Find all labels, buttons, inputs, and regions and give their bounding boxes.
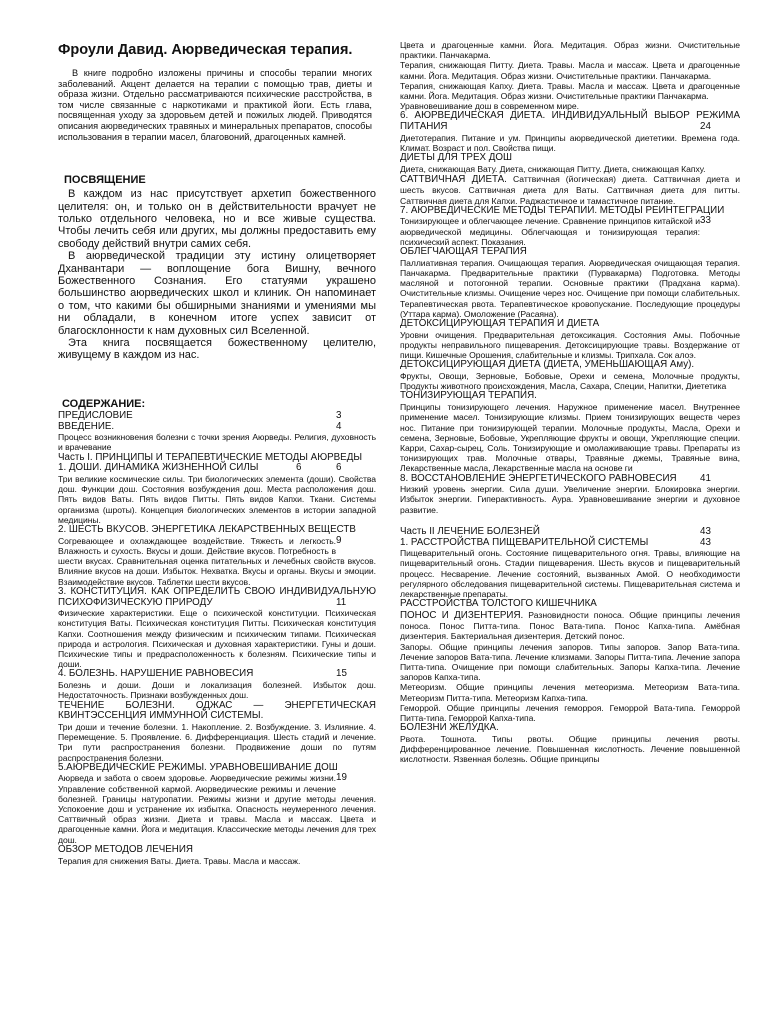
toc-entry — [58, 463, 376, 474]
toc-entry-title: 2. ШЕСТЬ ВКУСОВ. ЭНЕРГЕТИКА ЛЕКАРСТВЕННЫХ ВЕЩЕСТВ — [58, 524, 356, 536]
dedication-paragraph: В каждом из нас присутствует архетип божественного целителя: он, и только он в действительности врачует не только отдельного человека, но и все живые существа. Чтобы лечить себя или других, мы должны предоставить ему свободу действий внутри самих себя. — [58, 188, 376, 250]
toc-entry — [58, 669, 376, 680]
toc-description: Физические характеристики. Еще о психической конституции. Психическая конституция Ваты. Психическая конституция Питты. Психическая конституция Капхи. Соотношения между физическим и психическим типами. Психическая природа и астрология. Психическая и духовная характеристики. Гуны и доши. Психические типы и предрасположенность к болезням. Психические типы и доши. — [58, 608, 376, 670]
toc-entry-title: 1. ДОШИ. ДИНАМИКА ЖИЗНЕННОЙ СИЛЫ — [58, 462, 259, 474]
page-number: 43 — [700, 525, 711, 537]
toc-entry-title: 1. РАССТРОЙСТВА ПИЩЕВАРИТЕЛЬНОЙ СИСТЕМЫ — [400, 536, 649, 548]
toc-description: Три великие космические силы. Три биологических элемента (доши). Свойства дош. Функции дош. Состояния возбуждения дош. Места расположения дош. Пять видов Ваты. Пять видов Питты. Пять видов Капхи. Ткани. Системы организма (шроты). Концепция биологических элементов в истории западной медицины. — [58, 474, 376, 525]
toc-description: Три доши и течение болезни. 1. Накопление. 2. Возбуждение. 3. Излияние. 4. Перемещение. 5. Проявление. 6. Дифференциация. Шесть стадий и лечение. Три пути распространения болезни. Продвижение доши по путям распространения болезни. — [58, 721, 376, 763]
page-number: 41 — [700, 472, 711, 484]
toc-entry — [400, 391, 740, 402]
toc-entry-title: 3. КОНСТИТУЦИЯ. КАК ОПРЕДЕЛИТЬ СВОЮ ИНДИВИДУАЛЬНУЮ ПСИХОФИЗИЧЕСКУЮ ПРИРОДУ — [58, 585, 376, 608]
toc-entry-with-description — [400, 174, 740, 206]
document-title: Фроули Давид. Аюрведическая терапия. — [58, 42, 353, 58]
toc-entry — [58, 524, 376, 546]
toc-entry-title: 6. АЮРВЕДИЧЕСКАЯ ДИЕТА. ИНДИВИДУАЛЬНЫЙ ВЫБОР РЕЖИМА ПИТАНИЯ — [400, 110, 740, 133]
toc-entry — [58, 845, 376, 856]
toc-entry — [400, 204, 740, 227]
toc-description: Метеоризм. Общие принципы лечения метеоризма. Метеоризм Вата-типа. Метеоризм Питта-типа. Метеоризм Капха-типа. — [400, 682, 740, 703]
contents-list-left — [58, 411, 376, 866]
toc-entry-title: ПОНОС И ДИЗЕНТЕРИЯ. — [400, 609, 524, 621]
toc-entry-title: ДИЕТЫ ДЛЯ ТРЕХ ДОШ — [400, 152, 512, 164]
toc-entry-title: ОБЛЕГЧАЮЩАЯ ТЕРАПИЯ — [400, 246, 527, 258]
toc-entry-title: 8. ВОССТАНОВЛЕНИЕ ЭНЕРГЕТИЧЕСКОГО РАВНОВЕСИЯ — [400, 472, 677, 484]
toc-description: Пищеварительный огонь. Состояние пищеварительного огня. Травы, влияющие на пищеварительный огонь. Стадии пищеварения. Шесть вкусов и пищеварительный процесс. Несварение. Лечение состояний, вызванных Амой. О необходимости регулярного обследования пищеварительной системы. Пищеварительная система и лекарственные препараты. — [400, 548, 740, 600]
toc-entry-with-description — [400, 610, 740, 642]
toc-description: Фрукты, Овощи, Зерновые, Бобовые, Орехи и семена, Молочные продукты, Продукты животного происхождения, Масла, Сахара, Специи, Напитки, Диететика — [400, 371, 740, 392]
toc-entry-title: ДЕТОКСИЦИРУЮЩАЯ ДИЕТА (ДИЕТА, УМЕНЬШАЮЩАЯ Аму). — [400, 359, 695, 371]
toc-description: Паллиативная терапия. Очищающая терапия. Аюрведическая очищающая терапия. Панчакарма. Предварительные практики (Пурвакарма) Подготовка. Методы масляной и потогонной терапии. Основные практики (Прадхана карма). Очистительные клизмы. Очищение через нос. Очищение при помощи слабительных. Терапевтическая рвота. Терапевтическое кровопускание. Последующие процедуры (Уттара карма). Омоложение (Расаяна). — [400, 257, 740, 319]
dedication-paragraph: В аюрведической традиции эту истину олицетворяет Дханвантари — воплощение бога Вишну, вечного Божественного Сознания. Его статуями украшено большинство аюрведических школ и клиник. Он напоминает о том, что какими бы обширными знаниями и умениями мы ни обладали, в конечном итоге успех зависит от благосклонности к нам духовных сил Вселенной. — [58, 250, 376, 337]
toc-entry — [400, 474, 740, 485]
contents-list-right — [400, 40, 740, 765]
toc-description: Уровни очищения. Предварительная детоксикация. Состояния Амы. Побочные продукты неправильного пищеварения. Детоксицирующие травы. Воздержание от пищи. Кишечные Орошения, слабительные и клизмы. Трипхала. Сок алоэ. — [400, 329, 740, 361]
toc-entry-title: ВВЕДЕНИЕ. — [58, 420, 115, 432]
dedication-text — [58, 188, 376, 362]
toc-entry — [400, 247, 740, 258]
toc-description: Терапия, снижающая Питту. Диета. Травы. Масла и массаж. Цвета и драгоценные камни. Йога. Медитация. Образ жизни. Очистительные практики. Панчакарма. — [400, 60, 740, 81]
toc-description: Болезнь и доши. Доши и локализация болезней. Избыток дош. Недостаточность. Признаки возбужденных дош. — [58, 680, 376, 701]
toc-entry-title: 4. БОЛЕЗНЬ. НАРУШЕНИЕ РАВНОВЕСИЯ — [58, 668, 254, 680]
toc-description: Терапия для снижения Ваты. Диета. Травы. Масла и массаж. — [58, 855, 301, 866]
toc-description: Принципы тонизирующего лечения. Наружное применение масел. Внутреннее применение масел. Тонизирующие клизмы. Прием тонизирующих веществ через нос. Питание при тонизирующей терапии. Молочные продукты, Масла, Орехи и семена, Зерновые, Бобовые, Укрепляющие фрукты и овощи, Укрепляющие специи. Карри, Сахар-сырец, Соль. Тонизирующие и омолаживающие травы. Препараты из тонизирующих трав. Молочные отвары, Травяные джемы, Травяные вина, Лекарственные масла, Лекарственные масла на основе ги — [400, 402, 740, 474]
contents-heading: СОДЕРЖАНИЕ: — [62, 397, 146, 410]
page-number: 6 — [336, 462, 342, 474]
toc-entry-title: САТТВИЧНАЯ ДИЕТА. — [400, 174, 507, 186]
toc-entry-title: ПРЕДИСЛОВИЕ — [58, 409, 133, 421]
toc-description: Уравновешивание дош в современном мире. — [400, 101, 579, 112]
toc-entry-title: ТОНИЗИРУЮЩАЯ ТЕРАПИЯ. — [400, 390, 537, 402]
toc-description: Процесс возникновения болезни с точки зрения Аюрведы. Религия, духовность и врачевание — [58, 432, 376, 453]
toc-description: Геморрой. Общие принципы лечения геморроя. Геморрой Вата-типа. Геморрой Питта-типа. Геморрой Капха-типа. — [400, 702, 740, 723]
toc-entry-title: 5.АЮРВЕДИЧЕСКИЕ РЕЖИМЫ. УРАВНОВЕШИВАНИЕ ДОШ — [58, 761, 338, 773]
left-column — [58, 40, 376, 1018]
book-annotation: В книге подробно изложены причины и способы терапии многих заболеваний. Акцент делается на терапии с помощью трав, диеты и образа жизни. Отдельно рассматриваются психические расстройства, в том числе связанные с наркотиками и практикой йоги. Есть глава, посвященная уходу за здоровьем детей и пожилых людей. Приводятся описания аюрведических травяных и минеральных препаратов, способы использования в терапии масел, благовоний, драгоценных камней. — [58, 68, 372, 142]
toc-entry-title: ДЕТОКСИЦИРУЮЩАЯ ТЕРАПИЯ И ДИЕТА — [400, 317, 600, 329]
toc-description: Рвота. Тошнота. Типы рвоты. Общие принципы лечения рвоты. Дифференцированное лечение. Повышенная кислотность. Лечение повышенной кислотности. Язвенная болезнь. Общие принципы — [400, 733, 740, 765]
toc-entry — [400, 599, 740, 610]
toc-entry — [58, 587, 376, 608]
toc-entry — [400, 723, 740, 734]
page-number: 15 — [336, 668, 347, 680]
toc-entry — [58, 761, 376, 784]
page-number: 33 — [700, 215, 711, 227]
toc-description: Аюрведа и забота о своем здоровье. Аюрведические режимы жизни. Управление собственной кармой. Аюрведические режимы и лечение болезней. Границы натуропатии. Режимы жизни и другие методы лечения. Успокоение дош и устранение их избытка. Опасность неумеренного лечения. Саттвичный образ жизни. Диета и травы. Масла и массаж. Цвета и драгоценные камни. Йога и медитация. Классические методы лечения для трех дош. — [58, 773, 376, 845]
toc-entry — [400, 360, 740, 371]
toc-entry-title: 7. АЮРВЕДИЧЕСКИЕ МЕТОДЫ ТЕРАПИИ. МЕТОДЫ РЕИНТЕГРАЦИИ — [400, 204, 725, 216]
toc-entry — [58, 701, 376, 722]
page-number: 4 — [336, 420, 342, 432]
page-number: 9 — [336, 534, 342, 546]
toc-description: Диетотерапия. Питание и ум. Принципы аюрведической диететики. Времена года. Климат. Возраст и пол. Свойства пищи. — [400, 132, 740, 154]
toc-description: Тонизирующее и облегчающее лечение. Сравнение принципов китайской и аюрведической медицины. Облегчающая и тонизирующая терапия: психический аспект. Показания. — [400, 216, 700, 247]
toc-entry-title: РАССТРОЙСТВА ТОЛСТОГО КИШЕЧНИКА — [400, 598, 597, 610]
toc-entry — [400, 538, 740, 549]
toc-entry — [58, 422, 376, 433]
toc-entry-title: ОБЗОР МЕТОДОВ ЛЕЧЕНИЯ — [58, 843, 193, 855]
dedication-heading: ПОСВЯЩЕНИЕ — [64, 174, 146, 187]
page-number: 11 — [336, 596, 347, 608]
toc-description: Диета, снижающая Вату. Диета, снижающая Питту. Диета, снижающая Капху. — [400, 163, 706, 174]
toc-description: Согревающее и охлаждающее воздействие. Тяжесть и легкость. Влажность и сухость. Вкусы и доши. Действие вкусов. Потребность в шести вкусах. Сравнительная оценка питательных и лечебных свойств вкусов. Влияние вкусов на доши. Избыток. Нехватка. Вкусы и органы. Вкусы и эмоции. Взаимодействие вкусов. Таблетки шести вкусов. — [58, 535, 376, 587]
toc-description: Цвета и драгоценные камни. Йога. Медитация. Образ жизни. Очистительные практики. Панчакарма. — [400, 40, 740, 61]
toc-description: Низкий уровень энергии. Сила души. Увеличение энергии. Блокировка энергии. Избыток энергии. Гиперактивность. Аура. Уравновешивание энергии и духовное развитие. — [400, 484, 740, 515]
toc-entry-title: БОЛЕЗНИ ЖЕЛУДКА. — [400, 722, 499, 734]
toc-entry-title: ТЕЧЕНИЕ БОЛЕЗНИ. ОДЖАС — ЭНЕРГЕТИЧЕСКАЯ КВИНТЭССЕНЦИЯ ИММУННОЙ СИСТЕМЫ. — [58, 699, 376, 722]
page-number: 19 — [336, 772, 347, 784]
page-number: 43 — [700, 536, 711, 548]
toc-entry-title: Часть I. ПРИНЦИПЫ И ТЕРАПЕВТИЧЕСКИЕ МЕТОДЫ АЮРВЕДЫ — [58, 451, 362, 463]
toc-entry — [400, 111, 740, 132]
toc-entry-title: Часть II ЛЕЧЕНИЕ БОЛЕЗНЕЙ — [400, 525, 540, 537]
dedication-paragraph: Эта книга посвящается божественному целителю, живущему в каждом из нас. — [58, 337, 376, 362]
toc-description: Саттвичная (йогическая) диета. Саттвичная диета и шесть вкусов. Саттвичная диета для Ваты. Саттвичная диета для питты. Саттвичная диета для Капхи. Раджастичное и тамастичное питание. — [400, 174, 740, 206]
toc-entry — [400, 319, 740, 330]
page-number: 6 — [296, 462, 302, 474]
toc-description: Терапия, снижающая Капху. Диета. Травы. Масла и массаж. Цвета и драгоценные камни. Йога. Медитация. Образ жизни. Очистительные практики Панчакарма. — [400, 80, 740, 102]
page-number: 24 — [700, 121, 711, 133]
toc-description: Запоры. Общие принципы лечения запоров. Типы запоров. Запор Вата-типа. Лечение запоров Вата-типа. Лечение клизмами. Запоры Питта-типа. Лечение запора Питта-типа. Очищение при помощи слабительных. Запоры Капха-типа. Лечение запоров Капха-типа. — [400, 641, 740, 683]
toc-entry — [400, 153, 740, 164]
toc-description: Разновидности поноса. Общие принципы лечения поноса. Понос Питта-типа. Понос Вата-типа. Понос Капха-типа. Амёбная дизентерия. Бактериальная дизентерия. Детский понос. — [400, 609, 740, 642]
right-column — [400, 40, 740, 1018]
page-number: 3 — [336, 409, 342, 421]
